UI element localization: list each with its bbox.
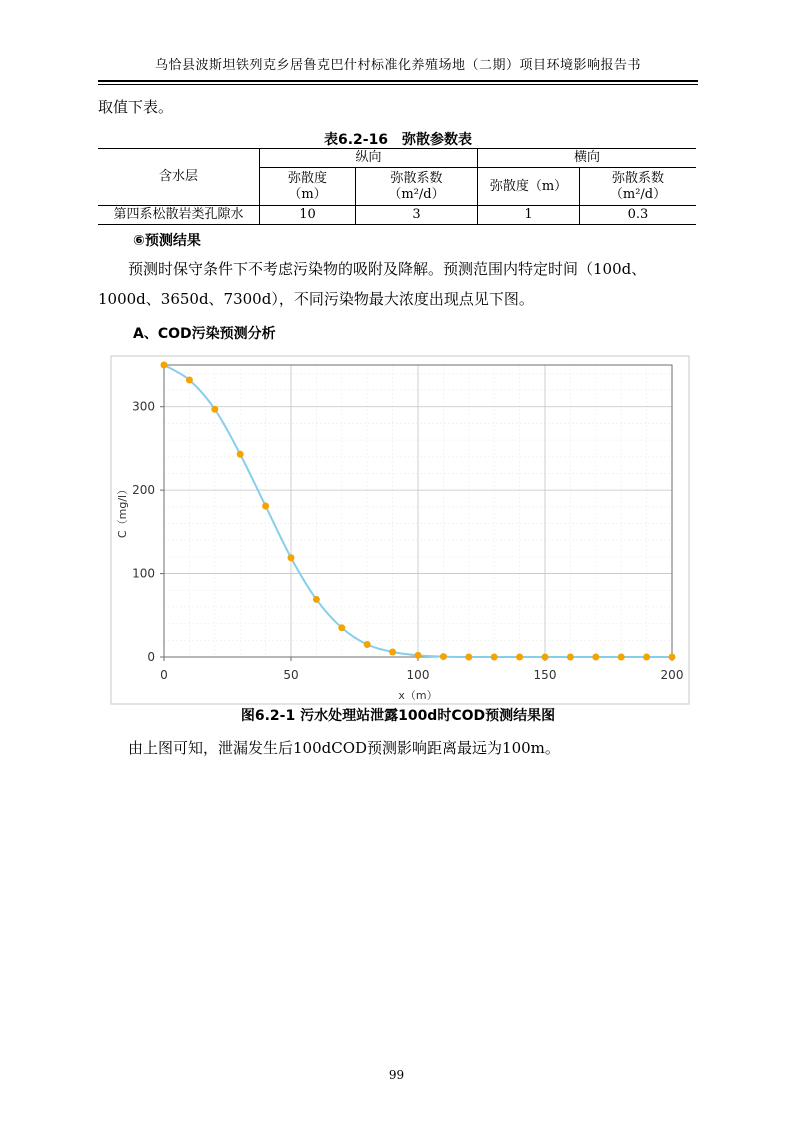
data-point (440, 653, 447, 660)
data-point (161, 362, 168, 369)
cell-trans-dispersivity: 1 (478, 206, 580, 225)
data-point (567, 654, 574, 661)
group-header-longitudinal: 纵向 (260, 149, 478, 168)
data-point (211, 406, 218, 413)
x-tick-label: 100 (406, 668, 430, 682)
data-point (669, 654, 676, 661)
intro-text: 取值下表。 (98, 98, 174, 116)
page-number: 99 (388, 1068, 405, 1082)
x-tick-label: 150 (533, 668, 557, 682)
cell-long-coefficient: 3 (356, 206, 478, 225)
y-tick-label: 0 (147, 650, 155, 664)
cell-long-dispersivity: 10 (260, 206, 356, 225)
table-caption-title: 弥散参数表 (402, 132, 473, 148)
subsection-a-heading: A、COD污染预测分析 (133, 326, 276, 342)
y-tick-label: 300 (132, 399, 155, 414)
section-6-heading: ⑥预测结果 (133, 233, 201, 249)
col-header-long-dispersivity: 弥散度 （m） (260, 168, 356, 206)
data-point (618, 654, 625, 661)
data-point (465, 654, 472, 661)
x-tick-label: 0 (160, 668, 168, 682)
y-axis-label: C（mg/l） (116, 483, 129, 539)
col-header-trans-dispersivity: 弥散度（m） (478, 168, 580, 206)
body-paragraph: 预测时保守条件下不考虑污染物的吸附及降解。预测范围内特定时间（100d、1000d、3650d、7300d），不同污染物最大浓度出现点见下图。 (98, 260, 647, 308)
y-tick-label: 100 (132, 566, 155, 581)
data-point (542, 654, 549, 661)
x-tick-label: 50 (283, 668, 299, 682)
chart-frame (111, 356, 689, 704)
data-point (288, 554, 295, 561)
cell-aquifer: 第四系松散岩类孔隙水 (98, 206, 260, 225)
dispersion-parameter-table (98, 148, 696, 225)
x-axis-label: x（m） (398, 689, 438, 702)
header-rule-thin (98, 84, 698, 85)
data-point (237, 451, 244, 458)
data-point (491, 654, 498, 661)
col-header-aquifer: 含水层 (98, 149, 260, 206)
figure-caption: 图6.2-1 污水处理站泄露100d时COD预测结果图 (240, 708, 556, 724)
data-point (313, 596, 320, 603)
cell-trans-coefficient: 0.3 (580, 206, 697, 225)
data-point (262, 502, 269, 509)
col-header-long-coefficient: 弥散系数 （m²/d） (356, 168, 478, 206)
page-header: 乌恰县波斯坦铁列克乡居鲁克巴什村标准化养殖场地（二期）项目环境影响报告书 (154, 58, 641, 73)
table-caption-number: 表6.2-16 (323, 132, 389, 148)
x-tick-label: 200 (660, 668, 684, 682)
col-header-trans-coefficient: 弥散系数 （m²/d） (580, 168, 697, 206)
data-point (592, 654, 599, 661)
conclusion-text: 由上图可知，泄漏发生后100dCOD预测影响距离最远为100m。 (128, 739, 560, 757)
data-point (364, 641, 371, 648)
table-caption (98, 129, 698, 149)
cod-chart-container (110, 355, 690, 705)
data-point (415, 652, 422, 659)
y-tick-label: 200 (132, 483, 155, 498)
data-point (516, 654, 523, 661)
cod-chart (110, 355, 690, 705)
data-point (643, 654, 650, 661)
data-point (389, 648, 396, 655)
group-header-transverse: 横向 (478, 149, 697, 168)
data-point (338, 624, 345, 631)
header-rule-thick (98, 80, 698, 82)
data-point (186, 377, 193, 384)
